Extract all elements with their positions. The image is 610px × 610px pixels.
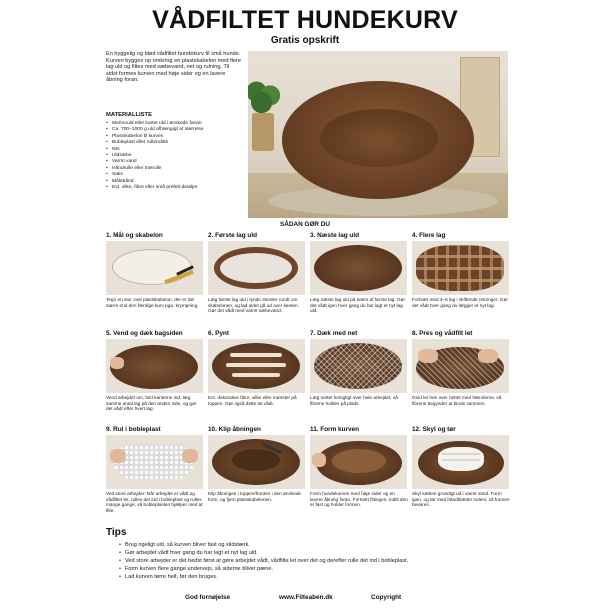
step-title: 8. Pres og vådfilt let (412, 330, 473, 337)
step-2 (208, 232, 308, 314)
step-6 (208, 330, 308, 406)
step-11 (310, 426, 410, 508)
step-text: Læg næste lag uld på tværs af første lag. Gør det vådt igen hver gang du har lagt et nyt lag uld. (310, 297, 406, 314)
step-title: 6. Pynt (208, 330, 229, 337)
tip-item: • Lad kurven tørre helt, før den bruges. (119, 573, 509, 581)
step-7 (310, 330, 410, 406)
step-9 (106, 426, 206, 514)
step-title: 2. Første lag uld (208, 232, 258, 239)
step-title: 7. Dæk med net (310, 330, 358, 337)
step-text: Gnid let hen over nettet med hænderne, så fibrene begynder at binde sammen. (412, 395, 502, 406)
step-photo (106, 339, 203, 393)
footer-greeting: God fornøjelse (185, 594, 231, 601)
tips-title: Tips (106, 527, 127, 538)
plant-pot (252, 113, 274, 151)
step-photo (310, 339, 407, 393)
tip-item: • Ved store arbejder er det bedst først at gøre arbejdet vådt, vådfilte let over det og derefter rulle det ind i bobleplast. (119, 557, 509, 565)
step-title: 9. Rul i bobleplast (106, 426, 161, 433)
material-item: • Evt. silke, fibre eller små prefelt-detaljer (106, 185, 246, 191)
step-text: Form hundekurven med høje sider og en lavere åbning foran. Fortsæt filtingen, indtil den er fast og holder formen. (310, 491, 408, 508)
step-photo (208, 241, 305, 295)
step-title: 4. Flere lag (412, 232, 446, 239)
step-8 (412, 330, 512, 406)
step-photo (208, 435, 305, 489)
material-item: • Plastskabelon til kurven (106, 134, 246, 140)
tip-item: • Brug rigeligt uld, så kurven bliver fast og slidstærk. (119, 541, 509, 549)
step-text: Fortsæt med 4–6 lag i skiftende retninger. Gør det vådt hver gang du lægger et nyt lag. (412, 297, 508, 308)
tips-list (119, 541, 509, 581)
step-title: 12. Skyl og tør (412, 426, 456, 433)
step-photo (310, 241, 407, 295)
step-photo (208, 339, 305, 393)
materials-title: MATERIALLISTE (106, 112, 152, 118)
material-item: • Varmt vand (106, 159, 246, 165)
material-item: • Håndrulle eller trærulle (106, 166, 246, 172)
step-text: Læg nettet forsigtigt over hele arbejdet, så fibrene holdes på plads. (310, 395, 398, 406)
step-text: Ved store arbejder: Når arbejdet er vådt og vådfiltet let, rulles det ind i bobleplast og rulles mange gange, så bobleplasten hjælper med at filte. (106, 491, 203, 514)
step-text: Skyl sæben grundigt ud i varmt vand. Form igen, og tør med håndklæder indeni, så formen bevares. (412, 491, 510, 508)
step-photo (412, 339, 509, 393)
footer-website-link[interactable]: www.Filteaben.dk (279, 594, 333, 601)
step-10 (208, 426, 308, 502)
material-item: • Uldsæbe (106, 153, 246, 159)
step-photo (412, 435, 509, 489)
page-subtitle: Gratis opskrift (270, 35, 340, 46)
material-item: • Ca. 700–1000 g uld afhængigt af størrelse (106, 127, 246, 133)
step-text: Klip åbningen i toppen/fronten i den ønskede form, og fjern plastskabelonen. (208, 491, 302, 502)
material-item: • Bobleplast eller rullemåtte (106, 140, 246, 146)
step-text: Evt. dekorative fibre, silke eller mønster på toppen. Gør også dette lat vådt. (208, 395, 297, 406)
step-photo (310, 435, 407, 489)
step-12 (412, 426, 512, 508)
step-1 (106, 232, 206, 308)
tip-item: • Form kurven flere gange undervejs, så siderne bliver pæne. (119, 565, 509, 573)
step-photo (412, 241, 509, 295)
step-title: 11. Form kurven (310, 426, 360, 433)
step-text: Vend arbejdet om, fold kanterne ind, læg samme antal lag på den anden side, og gør det vådt efter hvert lag. (106, 395, 197, 412)
step-text: Læg første lag uld i tynde strimler rundt om skabelonen, og lad uldet gå ud over kanten. Gør det vådt med varmt sæbevand. (208, 297, 299, 314)
materials-list (106, 121, 246, 191)
step-title: 5. Vend og dæk bagsiden (106, 330, 183, 337)
step-title: 3. Næste lag uld (310, 232, 360, 239)
step-5 (106, 330, 206, 412)
hero-photo-dog-basket (248, 51, 508, 218)
material-item: • Saks (106, 172, 246, 178)
how-to-title: SÅDAN GØR DU (279, 221, 331, 228)
material-item: • Målebånd (106, 179, 246, 185)
intro-text: En hyggelig og blød vådfiltet hundekurv til små hunde. Kurven bygges op omkring en plastskabelon med flere lag uld og filtes med sæbevand, net og rulning. Til sidst formes kurven med høje sider og en lavere åbning foran. (106, 51, 241, 84)
material-item: • Merinould eller kartet uld i ønskede farver (106, 121, 246, 127)
footer-copyright: Copyright (371, 594, 402, 601)
plant-icon (248, 81, 282, 117)
material-item: • Net (106, 147, 246, 153)
step-title: 10. Klip åbningen (208, 426, 261, 433)
felt-basket-inside (320, 109, 438, 167)
step-4 (412, 232, 512, 308)
step-photo (106, 435, 203, 489)
step-3 (310, 232, 410, 314)
page-title: VÅDFILTET HUNDEKURV (152, 6, 458, 34)
step-title: 1. Mål og skabelon (106, 232, 163, 239)
recipe-page (95, 0, 515, 610)
step-text: Tegn en stor oval plastskabelon, der er lidt større end den færdige kurv pga. krympning. (106, 297, 199, 308)
tip-item: • Gør arbejdet vådt hver gang du har lagt et nyt lag uld. (119, 549, 509, 557)
step-photo (106, 241, 203, 295)
